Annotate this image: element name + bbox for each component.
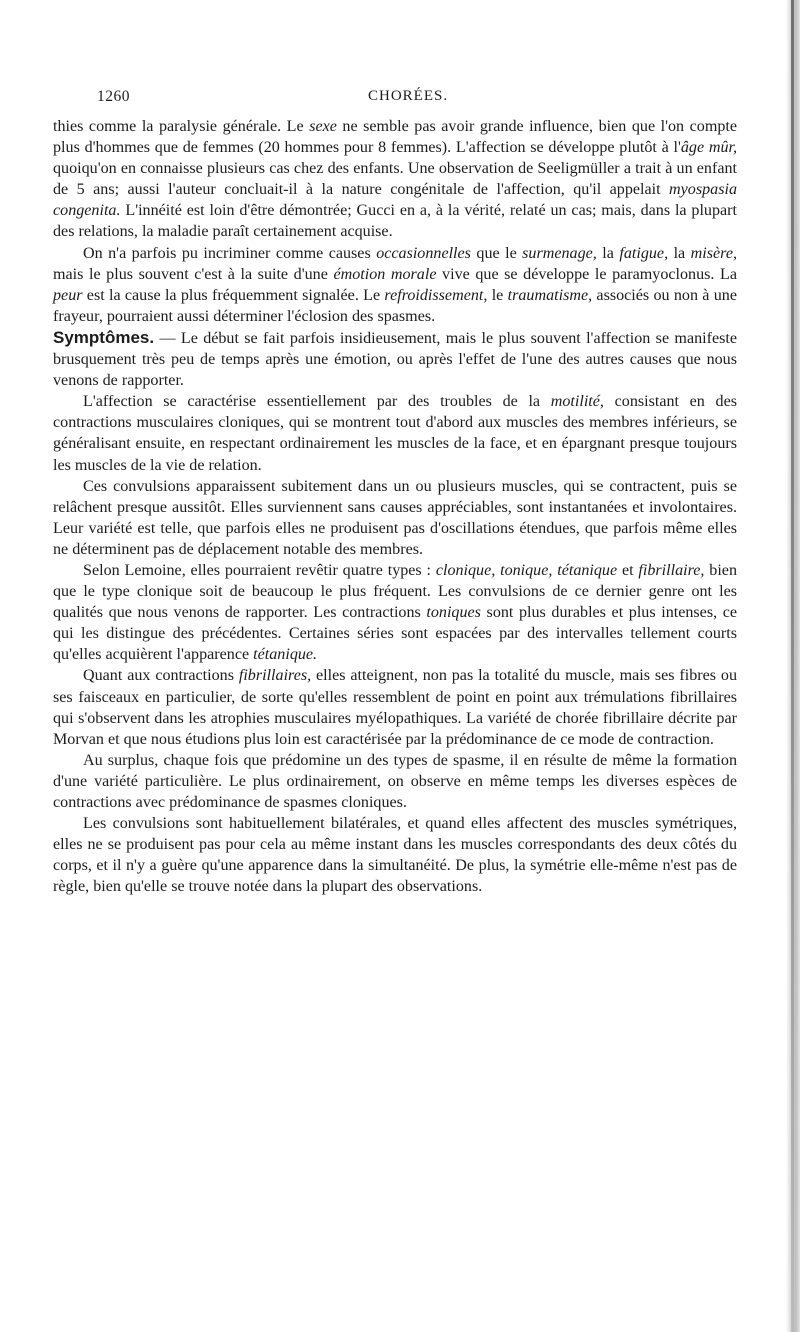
text-run: la	[668, 244, 691, 262]
paragraph	[53, 813, 737, 897]
body-text	[53, 116, 737, 897]
page-number: 1260	[97, 88, 130, 105]
italic-term: fibrillaires,	[238, 667, 312, 685]
italic-term: fatigue,	[619, 244, 669, 262]
text-run: L'affection se caractérise essentiellement par des troubles de la	[83, 393, 551, 411]
text-run: associés ou non à une frayeur, pourraient aussi déterminer l'éclosion des spasmes.	[53, 286, 737, 325]
italic-term: peur	[53, 286, 83, 304]
italic-term: motilité,	[550, 393, 604, 411]
text-run: consistant en des contractions musculaires cloniques, qui se montrent tout d'abord aux muscles des membres inférieurs, se généralisant ensuite, en respectant ordinairement les muscles de la face, et en épargnant presque toujours les muscles de la vie de relation.	[53, 393, 737, 474]
italic-term: émotion morale	[333, 265, 437, 283]
italic-term: clonique, tonique, tétanique	[435, 561, 618, 579]
section-heading: Symptômes.	[53, 327, 155, 347]
paragraph	[53, 750, 737, 813]
text-run: et	[617, 561, 639, 579]
text-run: mais le plus souvent c'est à la suite d'une	[53, 265, 334, 283]
italic-term: surmenage,	[522, 244, 597, 262]
italic-term: myospasia congenita.	[53, 181, 737, 220]
italic-term: refroidissement,	[384, 286, 488, 304]
text-run: — Le début se fait parfois insidieusement, mais le plus souvent l'affection se manifeste brusquement très peu de temps après une émotion, ou après l'effet de l'une des autres causes que nous venons de rapporter.	[53, 329, 737, 390]
paragraph	[53, 116, 737, 243]
text-run: Selon Lemoine, elles pourraient revêtir quatre types :	[83, 561, 436, 579]
italic-term: âge mûr,	[680, 139, 737, 157]
text-run: sont plus durables et plus intenses, ce qui les distingue des précédentes. Certaines séries sont espacées par des intervalles tellement courts qu'elles acquièrent l'apparence	[53, 604, 737, 664]
italic-term: traumatisme,	[507, 286, 593, 304]
paragraph	[53, 243, 737, 327]
paragraph	[53, 665, 737, 749]
text-run: Ces convulsions apparaissent subitement dans un ou plusieurs muscles, qui se contractent, puis se relâchent presque aussitôt. Elles surviennent sans causes appréciables, sont instantanées et involontaires. Leur variété est telle, que parfois elles ne produisent pas d'oscillations étendues, que parfois même elles ne déterminent pas de déplacement notable des membres.	[53, 477, 737, 558]
text-run: thies comme la paralysie générale. Le	[53, 118, 310, 135]
paragraph	[53, 476, 737, 560]
italic-term: fibrillaire,	[638, 561, 705, 579]
paragraph	[53, 327, 737, 391]
text-run: le	[487, 286, 508, 304]
text-run: la	[596, 244, 620, 262]
text-run: vive que se développe le paramyoclonus. La	[436, 265, 737, 283]
text-run: est la cause la plus fréquemment signalée. Le	[82, 286, 385, 304]
text-run: L'innéité est loin d'être démontrée; Gucci en a, à la vérité, relaté un cas; mais, dans la plupart des relations, la maladie paraît certainement acquise.	[53, 202, 737, 241]
paragraph	[53, 560, 737, 665]
binding-edge-line	[791, 0, 794, 1332]
running-title: CHORÉES.	[368, 88, 449, 104]
text-run: bien que le type clonique soit de beaucoup le plus fréquent. Les convulsions de ce dernier genre ont les qualités que nous venons de rapporter. Les contractions	[53, 561, 737, 622]
text-run: Au surplus, chaque fois que prédomine un des types de spasme, il en résulte de même la formation d'une variété particulière. Le plus ordinairement, on observe en même temps les diverses espèces de contractions avec prédominance de spasmes cloniques.	[53, 751, 737, 811]
italic-term: tétanique.	[253, 646, 318, 664]
text-run: Les convulsions sont habituellement bilatérales, et quand elles affectent des muscles symétriques, elles ne se produisent pas pour cela au même instant dans les muscles correspondants des deux côtés du corps, et il n'y a guère qu'une apparence dans la simultanéité. De plus, la symétrie elle-même n'est pas de règle, bien qu'elle se trouve notée dans la plupart des observations.	[53, 815, 737, 896]
text-run: ne semble pas avoir grande influence, bien que l'on compte plus d'hommes que de femmes (20 hommes pour 8 femmes). L'affection se développe plutôt à l'	[53, 118, 738, 157]
text-run: que le	[470, 244, 523, 262]
italic-term: occasionnelles	[376, 244, 471, 262]
italic-term: sexe	[309, 118, 337, 135]
text-run: elles atteignent, non pas la totalité du muscle, mais ses fibres ou ses faisceaux en particulier, de sorte qu'elles ressemblent de point en point aux trémulations fibrillaires qui s'observent dans les atrophies musculaires myélopathiques. La variété de chorée fibrillaire décrite par Morvan et que nous étudions plus loin est caractérisée par la prédominance de ce mode de contraction.	[53, 667, 738, 748]
text-run: quoiqu'on en connaisse plusieurs cas chez des enfants. Une observation de Seeligmüller a trait à un enfant de 5 ans; aussi l'auteur concluait-il à la nature congénitale de l'affection, qu'il appelait	[53, 160, 737, 199]
text-run: Quant aux contractions	[83, 667, 239, 685]
italic-term: misère,	[690, 244, 737, 262]
italic-term: toniques	[426, 604, 481, 622]
page-header	[97, 88, 737, 110]
paragraph	[53, 391, 737, 475]
text-run: On n'a parfois pu incriminer comme causes	[83, 244, 377, 262]
